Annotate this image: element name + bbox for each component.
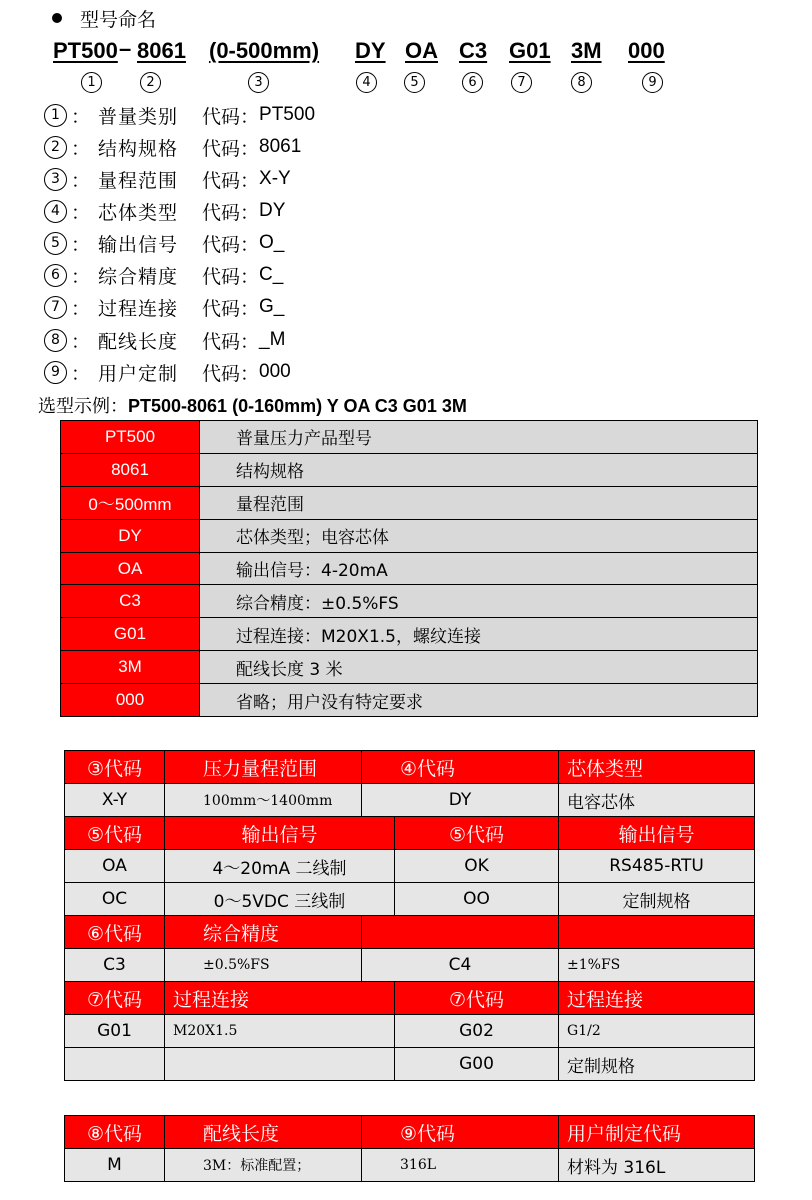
cell: C3: [65, 949, 165, 982]
desc-cell: 普量压力产品型号: [200, 421, 758, 454]
cell: [165, 1048, 395, 1081]
cell: M: [65, 1149, 165, 1182]
definition-item: [44, 100, 315, 130]
definition-item: [44, 260, 283, 290]
header-cell: 压力量程范围: [165, 751, 362, 784]
code-cell: OA: [61, 552, 200, 585]
desc-cell: 省略；用户没有特定要求: [200, 684, 758, 717]
cell: ±0.5%FS: [165, 949, 362, 982]
definition-item: [44, 132, 301, 162]
code-dash: –: [119, 36, 132, 61]
separator: ：: [71, 233, 91, 256]
definition-name: 过程连接: [98, 297, 179, 320]
cell: G00: [395, 1048, 559, 1081]
table-row: [61, 618, 758, 651]
definition-item: [44, 164, 291, 194]
separator: ：: [71, 137, 91, 160]
table-row: [65, 883, 755, 916]
cell: 316L: [362, 1149, 559, 1182]
code-label: 代码：: [202, 233, 260, 256]
cell: 定制规格: [559, 1048, 755, 1081]
separator: ：: [71, 169, 91, 192]
index-circle: 3: [248, 72, 269, 93]
header-cell: 输出信号: [165, 817, 395, 850]
code-value: 000: [259, 361, 291, 382]
definition-name: 量程范围: [98, 169, 179, 192]
index-circle: 4: [356, 72, 377, 93]
index-circle: 7: [511, 72, 532, 93]
header-cell: [362, 916, 559, 949]
cell: 材料为 316L: [559, 1149, 755, 1182]
cell: OO: [395, 883, 559, 916]
table-row: [65, 1048, 755, 1081]
cell: 3M：标准配置；: [165, 1149, 362, 1182]
code-value: X-Y: [259, 168, 291, 189]
header-cell: [559, 916, 755, 949]
cell: C4: [362, 949, 559, 982]
code-value: _M: [259, 329, 286, 350]
index-circle: 5: [404, 72, 425, 93]
code-label: 代码：: [202, 137, 260, 160]
code-cell: DY: [61, 519, 200, 552]
cell: DY: [362, 784, 559, 817]
separator: ：: [71, 105, 91, 128]
code-cell: G01: [61, 618, 200, 651]
code-value: O_: [259, 232, 285, 253]
cell: OA: [65, 850, 165, 883]
index-circle: 2: [44, 136, 67, 159]
code-label: 代码：: [202, 265, 260, 288]
table-row: [61, 421, 758, 454]
header-cell: 用户制定代码: [559, 1116, 755, 1149]
code-label: 代码：: [202, 201, 260, 224]
selection-example: [38, 392, 467, 418]
code-token-connection: G01: [509, 38, 551, 63]
header-cell: ⑨代码: [362, 1116, 559, 1149]
desc-cell: 过程连接：M20X1.5，螺纹连接: [200, 618, 758, 651]
header-cell: ⑧代码: [65, 1116, 165, 1149]
index-circle: 8: [571, 72, 592, 93]
example-table: [60, 420, 758, 717]
definition-item: [44, 196, 285, 226]
code-token-wiring: 3M: [571, 38, 602, 63]
table-header-row: [65, 982, 755, 1015]
index-circle: 8: [44, 329, 67, 352]
cell: 4～20mA 二线制: [165, 850, 395, 883]
cell: [65, 1048, 165, 1081]
index-circle: 1: [81, 72, 102, 93]
code-value: PT500: [259, 104, 316, 125]
definition-name: 综合精度: [98, 265, 179, 288]
table-header-row: [65, 817, 755, 850]
separator: ：: [71, 201, 91, 224]
code-cell: 0～500mm: [61, 486, 200, 519]
definition-item: [44, 357, 291, 387]
separator: ：: [71, 265, 91, 288]
code-label: 代码：: [202, 105, 260, 128]
index-circle: 9: [44, 361, 67, 384]
definition-name: 配线长度: [98, 330, 179, 353]
cell: G01: [65, 1015, 165, 1048]
definition-name: 用户定制: [98, 362, 179, 385]
table-row: [61, 453, 758, 486]
definition-item: [44, 292, 284, 322]
code-cell: PT500: [61, 421, 200, 454]
table-row: [61, 651, 758, 684]
example-value: PT500-8061 (0-160mm) Y OA C3 G01 3M: [128, 396, 467, 416]
wiring-table: [64, 1115, 755, 1182]
cell: 0～5VDC 三线制: [165, 883, 395, 916]
cell: ±1%FS: [559, 949, 755, 982]
definition-item: [44, 228, 284, 258]
table-row: [65, 949, 755, 982]
separator: ：: [71, 362, 91, 385]
desc-cell: 输出信号：4-20mA: [200, 552, 758, 585]
table-header-row: [65, 916, 755, 949]
table-header-row: [65, 1116, 755, 1149]
table-row: [61, 585, 758, 618]
cell: X-Y: [65, 784, 165, 817]
header-cell: ⑥代码: [65, 916, 165, 949]
bullet-dot: [52, 13, 62, 23]
code-token-core: DY: [355, 38, 386, 63]
header-cell: 过程连接: [165, 982, 395, 1015]
code-token-pt500: PT500: [53, 38, 118, 63]
cell: 定制规格: [559, 883, 755, 916]
code-value: G_: [259, 296, 285, 317]
cell: G1/2: [559, 1015, 755, 1048]
cell: OK: [395, 850, 559, 883]
desc-cell: 综合精度：±0.5%FS: [200, 585, 758, 618]
header-cell: ④代码: [362, 751, 559, 784]
code-token-range: (0-500mm): [209, 38, 320, 63]
header-cell: 芯体类型: [559, 751, 755, 784]
header-cell: 配线长度: [165, 1116, 362, 1149]
definition-name: 芯体类型: [98, 201, 179, 224]
header-cell: 输出信号: [559, 817, 755, 850]
definition-name: 输出信号: [98, 233, 179, 256]
options-table: [64, 750, 755, 1081]
separator: ：: [71, 330, 91, 353]
code-label: 代码：: [202, 169, 260, 192]
table-row: [65, 784, 755, 817]
table-row: [61, 552, 758, 585]
desc-cell: 结构规格: [200, 453, 758, 486]
example-label: 选型示例：: [38, 396, 128, 417]
code-token-custom: 000: [628, 38, 665, 63]
cell: M20X1.5: [165, 1015, 395, 1048]
code-cell: 000: [61, 684, 200, 717]
cell: 电容芯体: [559, 784, 755, 817]
header-cell: 过程连接: [559, 982, 755, 1015]
header-cell: ⑤代码: [395, 817, 559, 850]
code-cell: 3M: [61, 651, 200, 684]
index-circle: 4: [44, 200, 67, 223]
cell: RS485-RTU: [559, 850, 755, 883]
header-cell: 综合精度: [165, 916, 362, 949]
desc-cell: 芯体类型；电容芯体: [200, 519, 758, 552]
index-circle: 2: [140, 72, 161, 93]
separator: ：: [71, 297, 91, 320]
cell: G02: [395, 1015, 559, 1048]
definition-name: 结构规格: [98, 137, 179, 160]
table-header-row: [65, 751, 755, 784]
definition-item: [44, 325, 285, 355]
header-cell: ⑦代码: [65, 982, 165, 1015]
code-label: 代码：: [202, 330, 260, 353]
table-row: [61, 519, 758, 552]
table-row: [65, 1015, 755, 1048]
index-circle: 1: [44, 104, 67, 127]
code-label: 代码：: [202, 362, 260, 385]
cell: 100mm～1400mm: [165, 784, 362, 817]
code-value: DY: [259, 200, 286, 221]
code-value: C_: [259, 264, 284, 285]
header-cell: ⑤代码: [65, 817, 165, 850]
index-circle: 7: [44, 296, 67, 319]
table-row: [61, 486, 758, 519]
header-cell: ⑦代码: [395, 982, 559, 1015]
code-value: 8061: [259, 136, 302, 157]
code-token-structure: 8061: [137, 38, 186, 63]
desc-cell: 配线长度 3 米: [200, 651, 758, 684]
index-circle: 3: [44, 168, 67, 191]
header-cell: ③代码: [65, 751, 165, 784]
table-row: [65, 1149, 755, 1182]
desc-cell: 量程范围: [200, 486, 758, 519]
code-label: 代码：: [202, 297, 260, 320]
cell: OC: [65, 883, 165, 916]
index-circle: 6: [462, 72, 483, 93]
index-circle: 6: [44, 264, 67, 287]
code-token-accuracy: C3: [459, 38, 488, 63]
index-circle: 5: [44, 232, 67, 255]
section-heading: 型号命名: [80, 9, 157, 31]
definition-name: 普量类别: [98, 105, 179, 128]
table-row: [65, 850, 755, 883]
index-circle: 9: [642, 72, 663, 93]
code-cell: 8061: [61, 453, 200, 486]
code-token-output: OA: [405, 38, 438, 63]
code-cell: C3: [61, 585, 200, 618]
table-row: [61, 684, 758, 717]
